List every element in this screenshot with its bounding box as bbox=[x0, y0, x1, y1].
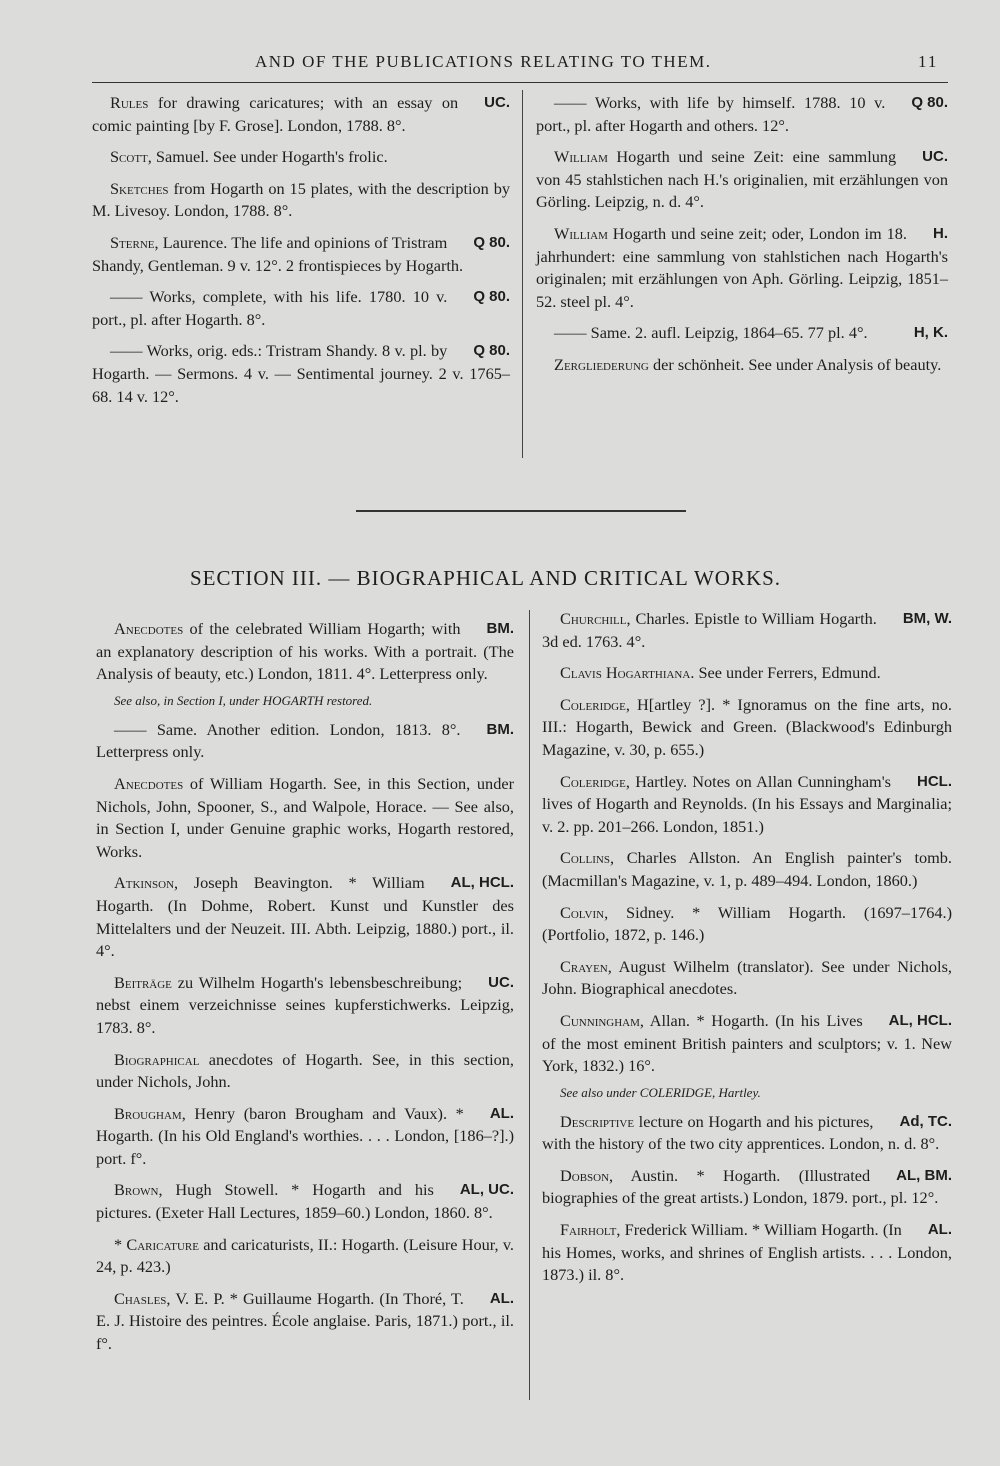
bottom-right-column bbox=[542, 608, 952, 1296]
entry-text: from Hogarth on 15 plates, with the description by M. Livesoy. London, 1788. 8°. bbox=[92, 178, 510, 221]
entry-heading: Clavis Hogarthiana bbox=[560, 663, 691, 683]
entry-text: , Sidney. * William Hogarth. (1697–1764.) (Portfolio, 1872, p. 146.) bbox=[542, 902, 952, 945]
entry-text: lecture on Hogarth and his pictures, with the history of the two city apprentices. London, n. d. 8°. bbox=[542, 1111, 940, 1154]
entry-heading: Crayen bbox=[560, 956, 608, 976]
library-location: H, K. bbox=[913, 324, 948, 342]
library-location: Q 80. bbox=[473, 342, 510, 360]
column-divider bbox=[522, 90, 523, 458]
entry-text: , Austin. * Hogarth. (Illustrated biographies of the great artists.) London, 1879. port., pl. 12°. bbox=[542, 1165, 939, 1208]
bibliography-entry bbox=[542, 956, 952, 1001]
entry-text: der schönheit. See under Analysis of beauty. bbox=[648, 354, 942, 374]
entry-heading: William bbox=[554, 147, 608, 167]
entry-heading: Brown bbox=[114, 1180, 159, 1200]
top-left-column bbox=[92, 92, 510, 417]
section-heading: SECTION III. — BIOGRAPHICAL AND CRITICAL WORKS. bbox=[190, 566, 782, 590]
bibliography-entry bbox=[536, 354, 948, 377]
entry-heading: Chasles bbox=[114, 1288, 167, 1308]
library-location: HCL. bbox=[917, 772, 952, 790]
library-location: BM. bbox=[486, 720, 514, 738]
bibliography-entry bbox=[542, 847, 952, 892]
entry-text: , H[artley ?]. * Ignoramus on the fine arts, no. III.: Hogarth, Bewick and Green. (Blackwood's Edinburgh Magazine, v. 30, p. 655.) bbox=[542, 694, 952, 759]
entry-heading: Anecdotes bbox=[114, 773, 184, 793]
bibliography-entry bbox=[92, 92, 510, 137]
entry-heading: Churchill bbox=[560, 609, 627, 628]
entry-text: Works, complete, with his life. 1780. 10 v. port., pl. after Hogarth. 8°. bbox=[92, 287, 448, 329]
entry-heading: * Caricature bbox=[114, 1234, 199, 1254]
entry-heading: Sterne bbox=[110, 232, 155, 252]
entry-heading: Colvin bbox=[560, 902, 605, 922]
library-location: H. bbox=[933, 224, 948, 242]
entry-text: zu Wilhelm Hogarth's lebensbeschreibung; nebst einem verzeichnisse seines kupferstichwerks. Leipzig, 1783. 8°. bbox=[96, 972, 514, 1037]
entry-heading: Sketches bbox=[110, 178, 169, 198]
entry-heading: —— bbox=[554, 93, 587, 112]
bibliography-entry bbox=[96, 1049, 514, 1094]
library-location: BM. bbox=[486, 620, 514, 637]
entry-text: , Joseph Beavington. * William Hogarth. (In Dohme, Robert. Kunst und Kunstler des Mittelalters und der Neuzeit. III. Abth. Leipzig, 1880.) port., il. 4°. bbox=[96, 873, 514, 961]
entry-text: for drawing caricatures; with an essay on comic painting [by F. Grose]. London, 1788. 8°. bbox=[92, 93, 459, 135]
entry-heading: —— bbox=[554, 323, 587, 343]
header-rule bbox=[92, 82, 948, 83]
library-location: AL. bbox=[927, 1221, 952, 1239]
entry-text: , Charles. Epistle to William Hogarth. 3d ed. 1763. 4°. bbox=[542, 609, 877, 651]
entry-text: Same. Another edition. London, 1813. 8°. Letterpress only. bbox=[96, 719, 461, 762]
running-header: AND OF THE PUBLICATIONS RELATING TO THEM. bbox=[255, 52, 712, 71]
bibliography-entry bbox=[96, 773, 514, 863]
bibliography-entry bbox=[536, 92, 948, 137]
bibliography-entry bbox=[96, 1103, 514, 1171]
library-location: UC. bbox=[484, 94, 510, 111]
library-location: UC. bbox=[488, 973, 514, 991]
entry-text: Same. 2. aufl. Leipzig, 1864–65. 77 pl. 4°. bbox=[586, 323, 868, 343]
section-rule bbox=[356, 510, 686, 512]
library-location: Q 80. bbox=[473, 288, 510, 306]
entry-heading: Atkinson bbox=[114, 873, 175, 893]
bottom-left-column bbox=[96, 618, 514, 1365]
bibliography-entry bbox=[96, 1179, 514, 1224]
entry-heading: Coleridge bbox=[560, 771, 626, 791]
entry-text: Hogarth und seine Zeit: eine sammlung von 45 stahlstichen nach H.'s originalien, mit erzählungen von Görling. Leipzig, n. d. 4°. bbox=[536, 147, 948, 212]
library-location: Q 80. bbox=[473, 233, 510, 251]
bibliography-entry bbox=[536, 223, 948, 313]
entry-text: , Charles Allston. An English painter's tomb. (Macmillan's Magazine, v. 1, p. 489–494. London, 1860.) bbox=[542, 848, 952, 890]
bibliography-entry bbox=[542, 1219, 952, 1287]
entry-heading: Collins bbox=[560, 848, 610, 868]
entry-text: , August Wilhelm (translator). See under Nichols, John. Biographical anecdotes. bbox=[542, 956, 952, 999]
entry-text: , V. E. P. * Guillaume Hogarth. (In Thoré, T. E. J. Histoire des peintres. École anglaise. Paris, 1871.) port., il. f°. bbox=[96, 1288, 514, 1354]
entry-heading: —— bbox=[110, 287, 143, 307]
bibliography-entry bbox=[542, 902, 952, 947]
bibliography-entry bbox=[536, 146, 948, 214]
entry-heading: Dobson bbox=[560, 1165, 610, 1185]
entry-text: , Hartley. Notes on Allan Cunningham's lives of Hogarth and Reynolds. (In his Essays and Marginalia; v. 2. pp. 201–266. London, 1851.) bbox=[542, 771, 952, 836]
entry-heading: Zergliederung bbox=[554, 354, 649, 374]
entry-text: of William Hogarth. See, in this Section, under Nichols, John, Spooner, S., and Walpole, Horace. — See also, in Section I, under Genuine graphic works, Hogarth restored, Works. bbox=[96, 773, 514, 861]
bibliography-entry bbox=[92, 286, 510, 331]
entry-text: Works, with life by himself. 1788. 10 v. port., pl. after Hogarth and others. 12°. bbox=[536, 93, 886, 135]
entry-heading: William bbox=[554, 223, 608, 243]
bibliography-entry bbox=[96, 719, 514, 764]
see-also-note: See also under COLERIDGE, Hartley. bbox=[560, 1084, 761, 1100]
page-number: 11 bbox=[918, 52, 939, 71]
bibliography-entry bbox=[96, 1234, 514, 1279]
bibliography-entry bbox=[92, 178, 510, 223]
library-location: BM, W. bbox=[902, 610, 952, 627]
entry-heading: Anecdotes bbox=[114, 619, 184, 638]
bibliography-entry bbox=[542, 694, 952, 762]
entry-text: , Laurence. The life and opinions of Tristram Shandy, Gentleman. 9 v. 12°. 2 frontispieces by Hogarth. bbox=[92, 232, 464, 275]
bibliography-entry bbox=[96, 972, 514, 1040]
entry-text: and caricaturists, II.: Hogarth. (Leisure Hour, v. 24, p. 423.) bbox=[96, 1234, 515, 1277]
entry-text: , Henry (baron Brougham and Vaux). * Hogarth. (In his Old England's worthies. . . . London, [186–?].) port. f°. bbox=[96, 1103, 514, 1168]
bibliography-entry bbox=[536, 322, 948, 345]
library-location: AL, HCL. bbox=[888, 1011, 952, 1029]
library-location: AL, UC. bbox=[459, 1181, 514, 1199]
entry-text: , Hugh Stowell. * Hogarth and his pictures. (Exeter Hall Lectures, 1859–60.) London, 1860. 8°. bbox=[96, 1180, 493, 1223]
entry-heading: Rules bbox=[110, 93, 149, 112]
entry-text: . See under Ferrers, Edmund. bbox=[690, 663, 881, 683]
library-location: AL, HCL. bbox=[450, 874, 514, 892]
bibliography-entry bbox=[92, 146, 510, 169]
library-location: AL. bbox=[489, 1289, 514, 1307]
entry-heading: Cunningham bbox=[560, 1010, 640, 1030]
library-location: UC. bbox=[922, 148, 948, 166]
entry-heading: Descriptive bbox=[560, 1111, 635, 1131]
bibliography-entry bbox=[96, 618, 514, 686]
entry-text: of the celebrated William Hogarth; with an explanatory description of his works. With a portrait. (The Analysis of beauty, etc.) London, 1811. 4°. Letterpress only. bbox=[96, 619, 514, 684]
entry-heading: —— bbox=[114, 719, 147, 739]
bibliography-entry bbox=[96, 1288, 514, 1356]
bibliography-entry bbox=[96, 872, 514, 962]
entry-heading: Biographical bbox=[114, 1049, 200, 1069]
entry-text: Hogarth und seine zeit; oder, London im 18. jahrhundert: eine sammlung von stahlstichen nach Hogarth's originalen; mit erzählungen von Aph. Görling. Leipzig, 1851–52. steel pl. 4°. bbox=[536, 223, 948, 311]
library-location: AL, BM. bbox=[896, 1166, 952, 1184]
entry-heading: Scott bbox=[110, 147, 148, 167]
entry-text: , Allan. * Hogarth. (In his Lives of the most eminent British painters and sculptors; v. 1. New York, 1832.) 16°. bbox=[542, 1010, 952, 1076]
bibliography-entry bbox=[542, 1165, 952, 1210]
see-also-note: See also, in Section I, under HOGARTH restored. bbox=[114, 692, 373, 708]
top-right-column bbox=[536, 92, 948, 386]
entry-text: Works, orig. eds.: Tristram Shandy. 8 v. pl. by Hogarth. — Sermons. 4 v. — Sentimental journey. 2 v. 1765–68. 14 v. 12°. bbox=[92, 341, 510, 406]
bibliography-entry bbox=[542, 1010, 952, 1078]
entry-heading: —— bbox=[110, 341, 143, 361]
bibliography-entry bbox=[542, 1111, 952, 1156]
bibliography-entry bbox=[542, 608, 952, 653]
entry-heading: Coleridge bbox=[560, 694, 626, 714]
entry-text: , Frederick William. * William Hogarth. (In his Homes, works, and shrines of English artists. . . . London, 1873.) il. 8°. bbox=[542, 1220, 952, 1285]
entry-text: , Samuel. See under Hogarth's frolic. bbox=[147, 147, 388, 167]
entry-heading: Fairholt bbox=[560, 1220, 617, 1240]
column-divider bbox=[529, 610, 530, 1400]
library-location: Ad, TC. bbox=[899, 1112, 952, 1130]
library-location: AL. bbox=[489, 1104, 514, 1122]
bibliography-entry bbox=[92, 232, 510, 277]
library-location: Q 80. bbox=[911, 94, 948, 111]
entry-text: anecdotes of Hogarth. See, in this section, under Nichols, John. bbox=[96, 1049, 514, 1092]
bibliography-entry bbox=[542, 771, 952, 839]
entry-heading: Beiträge bbox=[114, 972, 172, 992]
bibliography-entry bbox=[92, 340, 510, 408]
bibliography-entry bbox=[542, 662, 952, 685]
entry-heading: Brougham bbox=[114, 1103, 182, 1123]
